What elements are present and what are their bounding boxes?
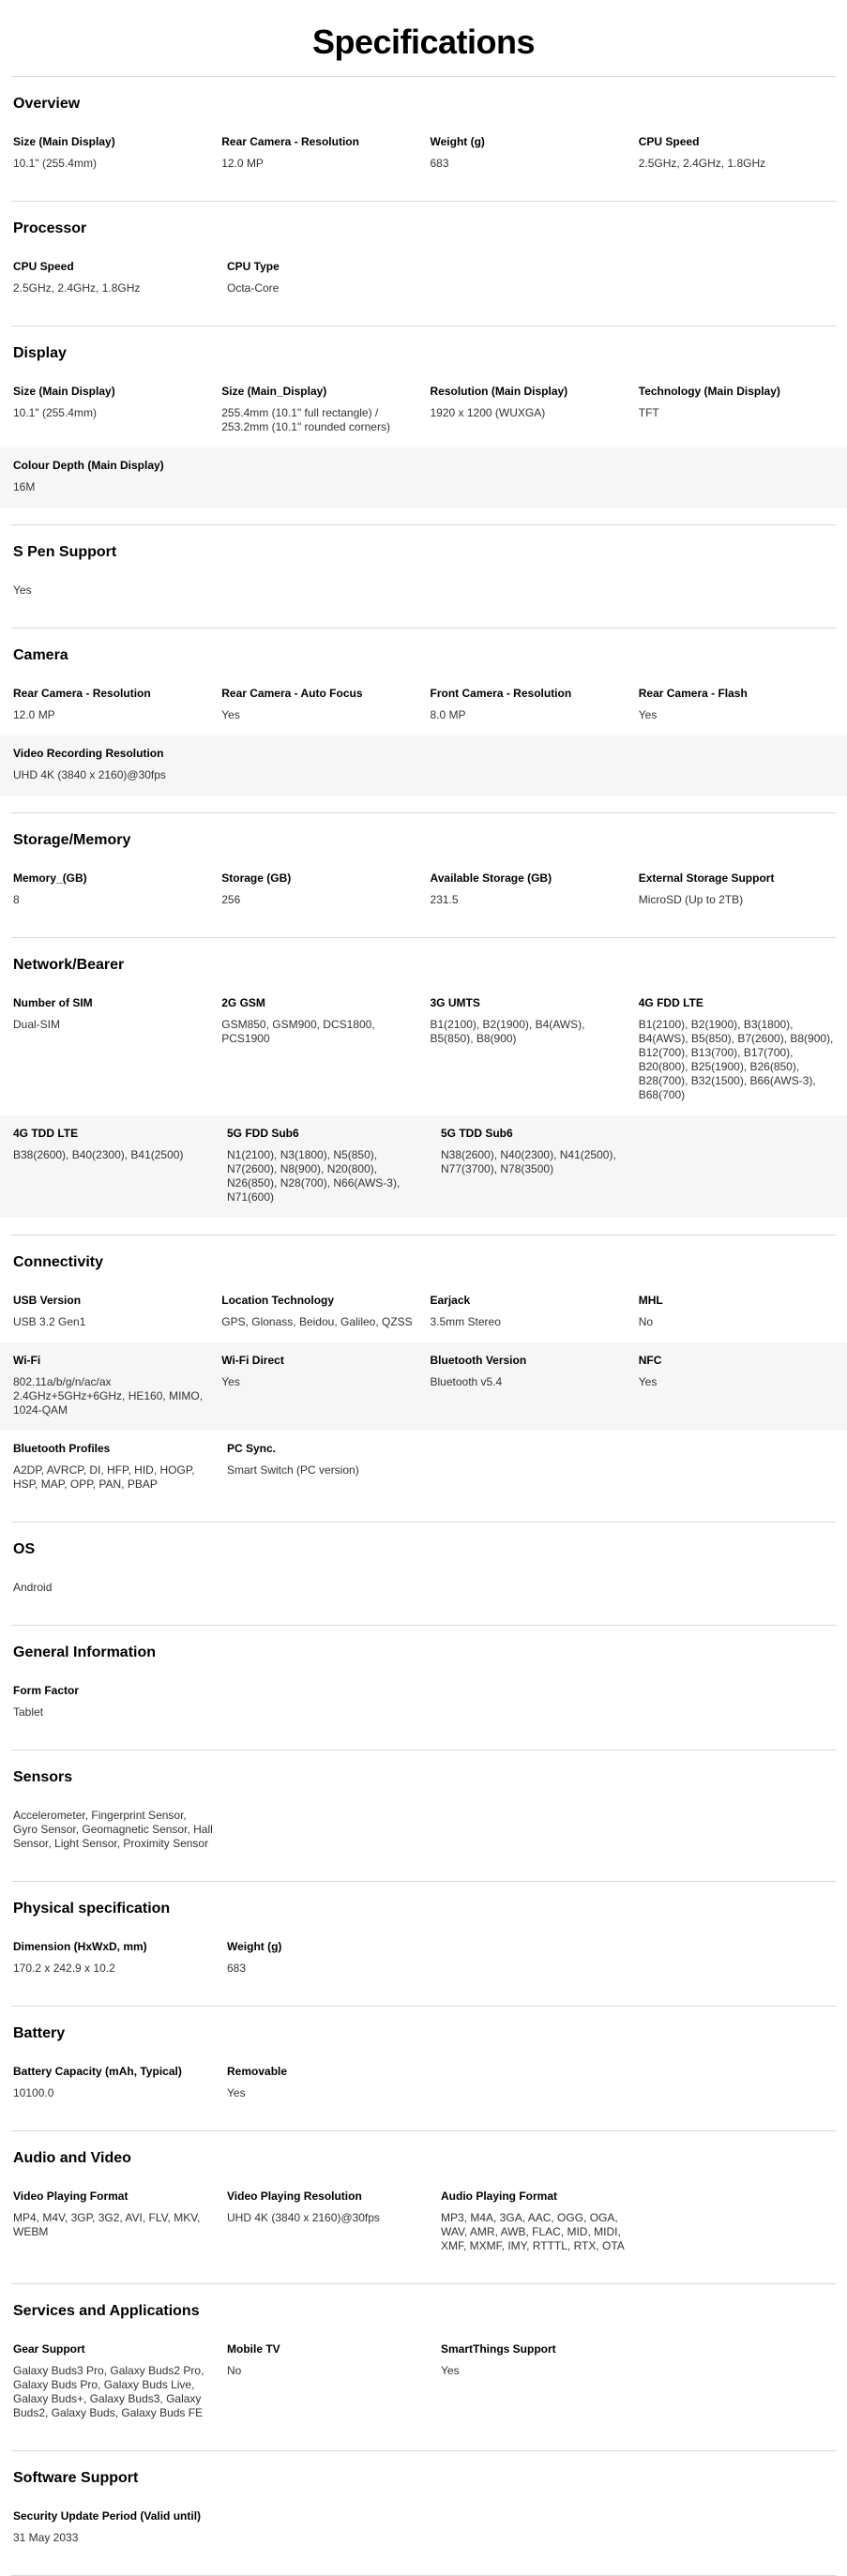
- spec-value: 3.5mm Stereo: [430, 1315, 501, 1328]
- spec-value: GSM850, GSM900, DCS1800, PCS1900: [221, 1018, 375, 1045]
- spec-label: PC Sync.: [227, 1442, 277, 1455]
- spec-value: B38(2600), B40(2300), B41(2500): [13, 1148, 184, 1161]
- spec-value: USB 3.2 Gen1: [13, 1315, 86, 1328]
- spec-item: [221, 1354, 430, 1417]
- spec-row: [0, 572, 847, 611]
- section-title: Network/Bearer: [13, 957, 125, 973]
- spec-item: [431, 1294, 639, 1329]
- spec-value: MP3, M4A, 3GA, AAC, OGG, OGA, WAV, AMR, AWB, FLAC, MID, MIDI, XMF, MXMF, IMY, RTTTL, RTX, OTA: [441, 2211, 625, 2252]
- spec-value: 256: [221, 893, 241, 906]
- spec-label: Colour Depth (Main Display): [13, 459, 164, 472]
- spec-value: 16M: [13, 480, 36, 493]
- spec-label: Battery Capacity (mAh, Typical): [13, 2065, 182, 2078]
- spec-label: Location Technology: [221, 1294, 335, 1307]
- section-title: Sensors: [13, 1769, 73, 1785]
- spec-item: [639, 996, 847, 1102]
- spec-item: [13, 1581, 227, 1595]
- spec-label: Bluetooth Version: [430, 1354, 527, 1367]
- spec-section: [0, 1626, 847, 1750]
- spec-label: NFC: [638, 1354, 662, 1367]
- spec-label: Memory_(GB): [13, 871, 87, 885]
- spec-item: [431, 996, 639, 1102]
- spec-label: CPU Speed: [13, 260, 74, 273]
- section-title: Display: [13, 345, 67, 361]
- spec-value: 255.4mm (10.1" full rectangle) / 253.2mm (10.1" rounded corners): [221, 406, 390, 433]
- spec-value: N1(2100), N3(1800), N5(850), N7(2600), N8(900), N20(800), N26(850), N28(700), N66(AWS-3), N71(600): [227, 1148, 401, 1204]
- spec-label: Wi-Fi Direct: [221, 1354, 284, 1367]
- spec-label: 5G TDD Sub6: [441, 1127, 513, 1140]
- spec-row: [0, 1569, 847, 1608]
- spec-value: No: [227, 2364, 242, 2377]
- spec-section: [0, 77, 847, 202]
- section-title: Battery: [13, 2025, 66, 2041]
- spec-item: [13, 260, 227, 295]
- spec-row: [0, 2331, 847, 2433]
- spec-item: [13, 2509, 227, 2545]
- spec-value: Yes: [227, 2086, 246, 2099]
- spec-value: UHD 4K (3840 x 2160)@30fps: [227, 2211, 380, 2224]
- spec-item: [13, 583, 227, 598]
- spec-label: Rear Camera - Resolution: [221, 135, 359, 148]
- spec-value: B1(2100), B2(1900), B3(1800), B4(AWS), B5(850), B7(2600), B8(900), B12(700), B13(700), B17(700), B20(800), B25(1900), B26(850), B28(700), B32(1500), B66(AWS-3), B68(700): [638, 1018, 834, 1101]
- spec-label: Earjack: [430, 1294, 471, 1307]
- spec-row: [0, 1673, 847, 1733]
- spec-row: [0, 1929, 847, 1989]
- spec-value: Android: [13, 1581, 53, 1594]
- spec-section: [0, 629, 847, 813]
- spec-value: 31 May 2033: [13, 2531, 79, 2544]
- spec-value: UHD 4K (3840 x 2160)@30fps: [13, 768, 166, 781]
- spec-label: Rear Camera - Flash: [638, 687, 748, 700]
- spec-item: [639, 135, 847, 171]
- spec-label: Available Storage (GB): [430, 871, 552, 885]
- spec-item: [441, 2190, 655, 2253]
- spec-item: [639, 1354, 847, 1417]
- spec-value: 683: [227, 1962, 247, 1975]
- spec-section: [0, 2451, 847, 2576]
- spec-item: [13, 871, 221, 907]
- spec-value: 10.1" (255.4mm): [13, 406, 97, 419]
- spec-item: [221, 996, 430, 1102]
- spec-value: 802.11a/b/g/n/ac/ax 2.4GHz+5GHz+6GHz, HE160, MIMO, 1024-QAM: [13, 1375, 204, 1417]
- spec-section: [0, 202, 847, 326]
- spec-item: [13, 385, 221, 434]
- spec-item: [227, 2065, 441, 2100]
- spec-label: CPU Type: [227, 260, 280, 273]
- spec-item: [227, 260, 441, 295]
- spec-row: [0, 1282, 847, 1342]
- spec-item: [431, 385, 639, 434]
- spec-value: Galaxy Buds3 Pro, Galaxy Buds2 Pro, Galaxy Buds Pro, Galaxy Buds Live, Galaxy Buds+, Galaxy Buds3, Galaxy Buds2, Galaxy Buds, Galaxy Buds FE: [13, 2364, 204, 2419]
- spec-value: A2DP, AVRCP, DI, HFP, HID, HOGP, HSP, MAP, OPP, PAN, PBAP: [13, 1463, 195, 1491]
- spec-value: 2.5GHz, 2.4GHz, 1.8GHz: [13, 281, 141, 295]
- spec-item: [227, 2190, 441, 2253]
- spec-value: 170.2 x 242.9 x 10.2: [13, 1962, 115, 1975]
- spec-item: [227, 2342, 441, 2420]
- spec-value: MP4, M4V, 3GP, 3G2, AVI, FLV, MKV, WEBM: [13, 2211, 201, 2238]
- spec-item: [431, 871, 639, 907]
- spec-value: Tablet: [13, 1705, 44, 1719]
- spec-label: Storage (GB): [221, 871, 292, 885]
- spec-item: [639, 385, 847, 434]
- section-title: Overview: [13, 96, 81, 112]
- spec-section: [0, 1750, 847, 1882]
- section-title: OS: [13, 1541, 36, 1557]
- spec-label: CPU Speed: [638, 135, 700, 148]
- section-title: S Pen Support: [13, 544, 117, 560]
- spec-label: Mobile TV: [227, 2342, 280, 2356]
- spec-value: 683: [430, 157, 449, 170]
- spec-label: Number of SIM: [13, 996, 93, 1009]
- spec-label: Size (Main Display): [13, 135, 115, 148]
- spec-value: GPS, Glonass, Beidou, Galileo, QZSS: [221, 1315, 413, 1328]
- spec-label: USB Version: [13, 1294, 82, 1307]
- spec-label: 4G FDD LTE: [638, 996, 703, 1009]
- spec-value: Yes: [221, 708, 240, 721]
- spec-value: Yes: [638, 1375, 658, 1388]
- spec-value: Accelerometer, Fingerprint Sensor, Gyro Sensor, Geomagnetic Sensor, Hall Sensor, Light Sensor, Proximity Sensor: [13, 1809, 213, 1850]
- spec-value: Dual-SIM: [13, 1018, 61, 1031]
- spec-value: 8.0 MP: [430, 708, 466, 721]
- spec-label: Removable: [227, 2065, 288, 2078]
- spec-label: Weight (g): [430, 135, 485, 148]
- spec-row: [0, 735, 847, 796]
- spec-item: [221, 687, 430, 722]
- spec-item: [639, 1294, 847, 1329]
- spec-label: External Storage Support: [638, 871, 775, 885]
- page-title: Specifications: [311, 23, 536, 61]
- spec-row: [0, 373, 847, 447]
- spec-label: Form Factor: [13, 1684, 80, 1697]
- section-title: Physical specification: [13, 1901, 171, 1917]
- spec-section: [0, 1882, 847, 2007]
- spec-label: MHL: [638, 1294, 663, 1307]
- spec-row: [0, 2178, 847, 2266]
- spec-item: [13, 2065, 227, 2100]
- spec-item: [13, 1940, 227, 1976]
- section-title: Audio and Video: [13, 2150, 131, 2166]
- spec-section: [0, 2284, 847, 2451]
- spec-item: [13, 1442, 227, 1492]
- spec-item: [227, 1127, 441, 1205]
- spec-label: 3G UMTS: [430, 996, 480, 1009]
- spec-section: [0, 938, 847, 1235]
- spec-item: [13, 2342, 227, 2420]
- spec-item: [13, 996, 221, 1102]
- spec-value: 1920 x 1200 (WUXGA): [430, 406, 546, 419]
- spec-row: [0, 675, 847, 735]
- spec-item: [221, 1294, 430, 1329]
- spec-row: [0, 2498, 847, 2558]
- spec-value: No: [638, 1315, 654, 1328]
- spec-value: Yes: [638, 708, 658, 721]
- spec-item: [639, 687, 847, 722]
- spec-section: [0, 1235, 847, 1523]
- spec-label: 2G GSM: [221, 996, 265, 1009]
- spec-item: [13, 135, 221, 171]
- spec-item: [221, 135, 430, 171]
- spec-item: [13, 1294, 221, 1329]
- spec-label: Size (Main Display): [13, 385, 115, 398]
- spec-row: [0, 124, 847, 184]
- spec-sections: [0, 77, 847, 2576]
- spec-row: [0, 2053, 847, 2114]
- spec-value: Yes: [221, 1375, 240, 1388]
- spec-item: [227, 1940, 441, 1976]
- spec-value: 10.1" (255.4mm): [13, 157, 97, 170]
- spec-label: Bluetooth Profiles: [13, 1442, 111, 1455]
- section-title: General Information: [13, 1644, 157, 1660]
- section-title: Services and Applications: [13, 2303, 200, 2319]
- spec-section: [0, 2131, 847, 2284]
- spec-label: Video Playing Resolution: [227, 2190, 362, 2203]
- spec-label: Weight (g): [227, 1940, 282, 1953]
- spec-label: Video Playing Format: [13, 2190, 129, 2203]
- spec-label: Front Camera - Resolution: [430, 687, 572, 700]
- spec-value: 12.0 MP: [13, 708, 55, 721]
- spec-item: [431, 1354, 639, 1417]
- spec-label: Rear Camera - Auto Focus: [221, 687, 363, 700]
- spec-label: Technology (Main Display): [638, 385, 780, 398]
- spec-item: [13, 1809, 227, 1851]
- section-title: Software Support: [13, 2470, 139, 2486]
- spec-value: B1(2100), B2(1900), B4(AWS), B5(850), B8(900): [430, 1018, 585, 1045]
- spec-item: [639, 871, 847, 907]
- spec-row: [0, 1797, 847, 1864]
- spec-value: TFT: [638, 406, 659, 419]
- spec-label: Audio Playing Format: [441, 2190, 558, 2203]
- spec-item: [441, 2342, 655, 2420]
- spec-item: [431, 687, 639, 722]
- spec-section: [0, 326, 847, 525]
- spec-value: Octa-Core: [227, 281, 280, 295]
- spec-value: 231.5: [430, 893, 459, 906]
- spec-label: SmartThings Support: [441, 2342, 556, 2356]
- spec-section: [0, 2007, 847, 2131]
- spec-item: [221, 385, 430, 434]
- spec-value: Smart Switch (PC version): [227, 1463, 359, 1477]
- spec-value: N38(2600), N40(2300), N41(2500), N77(3700), N78(3500): [441, 1148, 616, 1175]
- spec-section: [0, 813, 847, 938]
- spec-item: [13, 1127, 227, 1205]
- spec-row: [0, 985, 847, 1115]
- section-title: Camera: [13, 647, 68, 663]
- spec-row: [0, 1115, 847, 1218]
- section-title: Connectivity: [13, 1254, 104, 1270]
- spec-item: [13, 1684, 227, 1720]
- spec-item: [13, 2190, 227, 2253]
- spec-value: MicroSD (Up to 2TB): [638, 893, 744, 906]
- spec-value: 10100.0: [13, 2086, 54, 2099]
- spec-label: Resolution (Main Display): [430, 385, 568, 398]
- spec-item: [221, 871, 430, 907]
- spec-item: [227, 1442, 441, 1492]
- spec-label: Gear Support: [13, 2342, 85, 2356]
- spec-label: Wi-Fi: [13, 1354, 41, 1367]
- spec-value: Yes: [441, 2364, 460, 2377]
- spec-row: [0, 1342, 847, 1431]
- spec-label: Video Recording Resolution: [13, 747, 164, 760]
- spec-row: [0, 447, 847, 508]
- spec-label: Rear Camera - Resolution: [13, 687, 151, 700]
- spec-item: [13, 1354, 221, 1417]
- spec-item: [431, 135, 639, 171]
- spec-item: [13, 459, 227, 494]
- spec-row: [0, 860, 847, 920]
- spec-value: 12.0 MP: [221, 157, 264, 170]
- spec-item: [13, 747, 227, 782]
- spec-value: 2.5GHz, 2.4GHz, 1.8GHz: [638, 157, 766, 170]
- spec-value: Bluetooth v5.4: [430, 1375, 503, 1388]
- spec-value: Yes: [13, 583, 32, 597]
- spec-label: Dimension (HxWxD, mm): [13, 1940, 147, 1953]
- section-title: Storage/Memory: [13, 832, 131, 848]
- spec-row: [0, 1431, 847, 1505]
- spec-label: Security Update Period (Valid until): [13, 2509, 202, 2523]
- spec-value: 8: [13, 893, 20, 906]
- spec-label: 4G TDD LTE: [13, 1127, 79, 1140]
- section-title: Processor: [13, 220, 87, 236]
- spec-item: [441, 1127, 655, 1205]
- spec-label: Size (Main_Display): [221, 385, 327, 398]
- spec-row: [0, 249, 847, 309]
- spec-item: [13, 687, 221, 722]
- spec-label: 5G FDD Sub6: [227, 1127, 299, 1140]
- spec-section: [0, 525, 847, 629]
- spec-section: [0, 1523, 847, 1626]
